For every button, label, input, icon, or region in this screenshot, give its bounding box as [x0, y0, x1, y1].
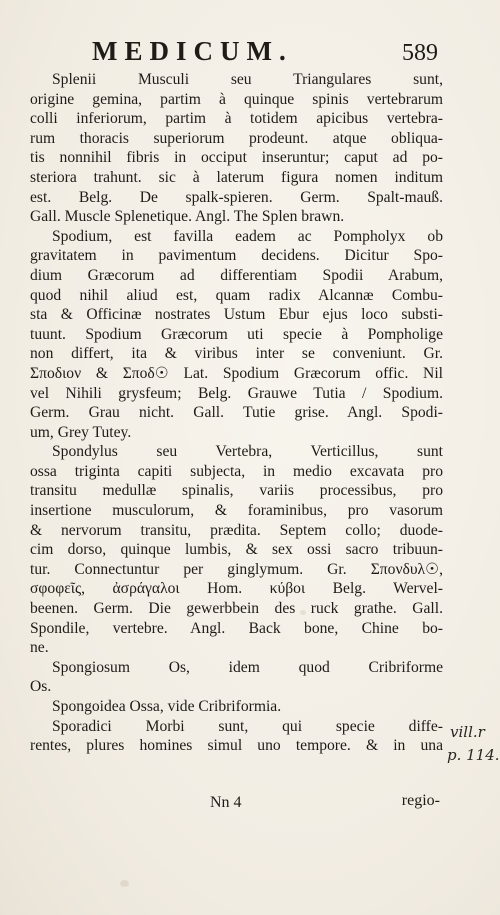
paper-stain [300, 610, 306, 615]
text-line: um, Grey Tutey. [30, 423, 132, 441]
text-line: tuunt. Spodium Græcorum uti specie à Pompholige [30, 325, 443, 343]
text-line: Spondylus seu Vertebra, Verticillus, sunt [52, 443, 443, 461]
text-line: Spodium, est favilla eadem ac Pompholyx ob [52, 227, 443, 245]
text-line: colli inferiorum, partim à totidem apicibus vertebra- [30, 110, 443, 128]
text-line: est. Belg. De spalk-spieren. Germ. Spalt-mauß. [30, 188, 443, 206]
text-line: & nervorum transitu, prædita. Septem collo; duode- [30, 521, 443, 539]
text-line: ne. [30, 639, 49, 657]
text-line: dium Græcorum ad differentiam Spodii Arabum, [30, 266, 443, 284]
text-line: beenen. Germ. Die gewerbbein des ruck grathe. Gall. [30, 600, 443, 618]
text-line: gravitatem in pavimentum decidens. Dicitur Spo- [30, 247, 443, 265]
text-line: Spondile, vertebre. Angl. Back bone, Chine bo- [30, 619, 443, 637]
text-line: Σποδιον & Σποδ☉ Lat. Spodium Græcorum offic. Nil [30, 364, 443, 382]
text-line: quod nihil aliud est, quam radix Alcannæ Combu- [30, 286, 443, 304]
text-line: tis nonnihil fibris in occiput inseruntur; caput ad po- [30, 149, 443, 167]
text-line: non differt, ita & viribus inter se conveniunt. Gr. [30, 345, 443, 363]
handwritten-margin-note: vill.r [450, 723, 485, 741]
page-title: MEDICUM. [92, 36, 293, 66]
text-line: σφοφεῖς, ἀσράγαλοι Hom. κύβοι Belg. Wervel- [30, 580, 443, 598]
signature-mark: Nn 4 [210, 794, 242, 811]
text-line: Splenii Musculi seu Triangulares sunt, [52, 71, 443, 88]
text-line: Spongiosum Os, idem quod Cribriforme [52, 658, 443, 676]
text-line: Os. [30, 678, 52, 696]
catchword: regio- [401, 792, 440, 809]
text-line: origine gemina, partim à quinque spinis vertebrarum [30, 90, 443, 108]
text-line: transitu medullæ spinalis, variis processibus, pro [30, 482, 443, 500]
text-line: Germ. Grau nicht. Gall. Tutie grise. Angl. Spodi- [30, 404, 443, 422]
text-line: rum thoracis superiorum prodeunt. atque obliqua- [30, 129, 443, 147]
page-number: 589 [402, 40, 438, 66]
text-line: Gall. Muscle Splenetique. Angl. The Splen brawn. [30, 208, 345, 226]
paper-stain [120, 880, 129, 887]
text-line: rentes, plures homines simul uno tempore. & in una [30, 737, 443, 755]
text-line: cim dorso, quinque lumbis, & sex ossi sacro tribuun- [30, 541, 443, 559]
text-line: insertione musculorum, & foraminibus, pro vasorum [30, 502, 443, 520]
text-line: steriora trahunt. sic à laterum figura nomen inditum [30, 168, 443, 186]
text-line: vel Nihili grysfeum; Belg. Grauwe Tutia / Spodium. [30, 384, 443, 402]
text-line: Spongoidea Ossa, vide Cribriformia. [52, 698, 282, 715]
dictionary-text [30, 70, 443, 756]
text-line: Sporadici Morbi sunt, qui specie diffe- [52, 717, 443, 735]
text-line: sta & Officinæ nostrates Ustum Ebur ejus loco substi- [30, 306, 443, 324]
running-head [0, 36, 500, 70]
text-line: ossa triginta capiti subjecta, in medio excavata pro [30, 462, 443, 480]
text-line: tur. Connectuntur per ginglymum. Gr. Σπονδυλ☉, [30, 560, 443, 578]
handwritten-margin-note: p. 114. [447, 746, 500, 764]
